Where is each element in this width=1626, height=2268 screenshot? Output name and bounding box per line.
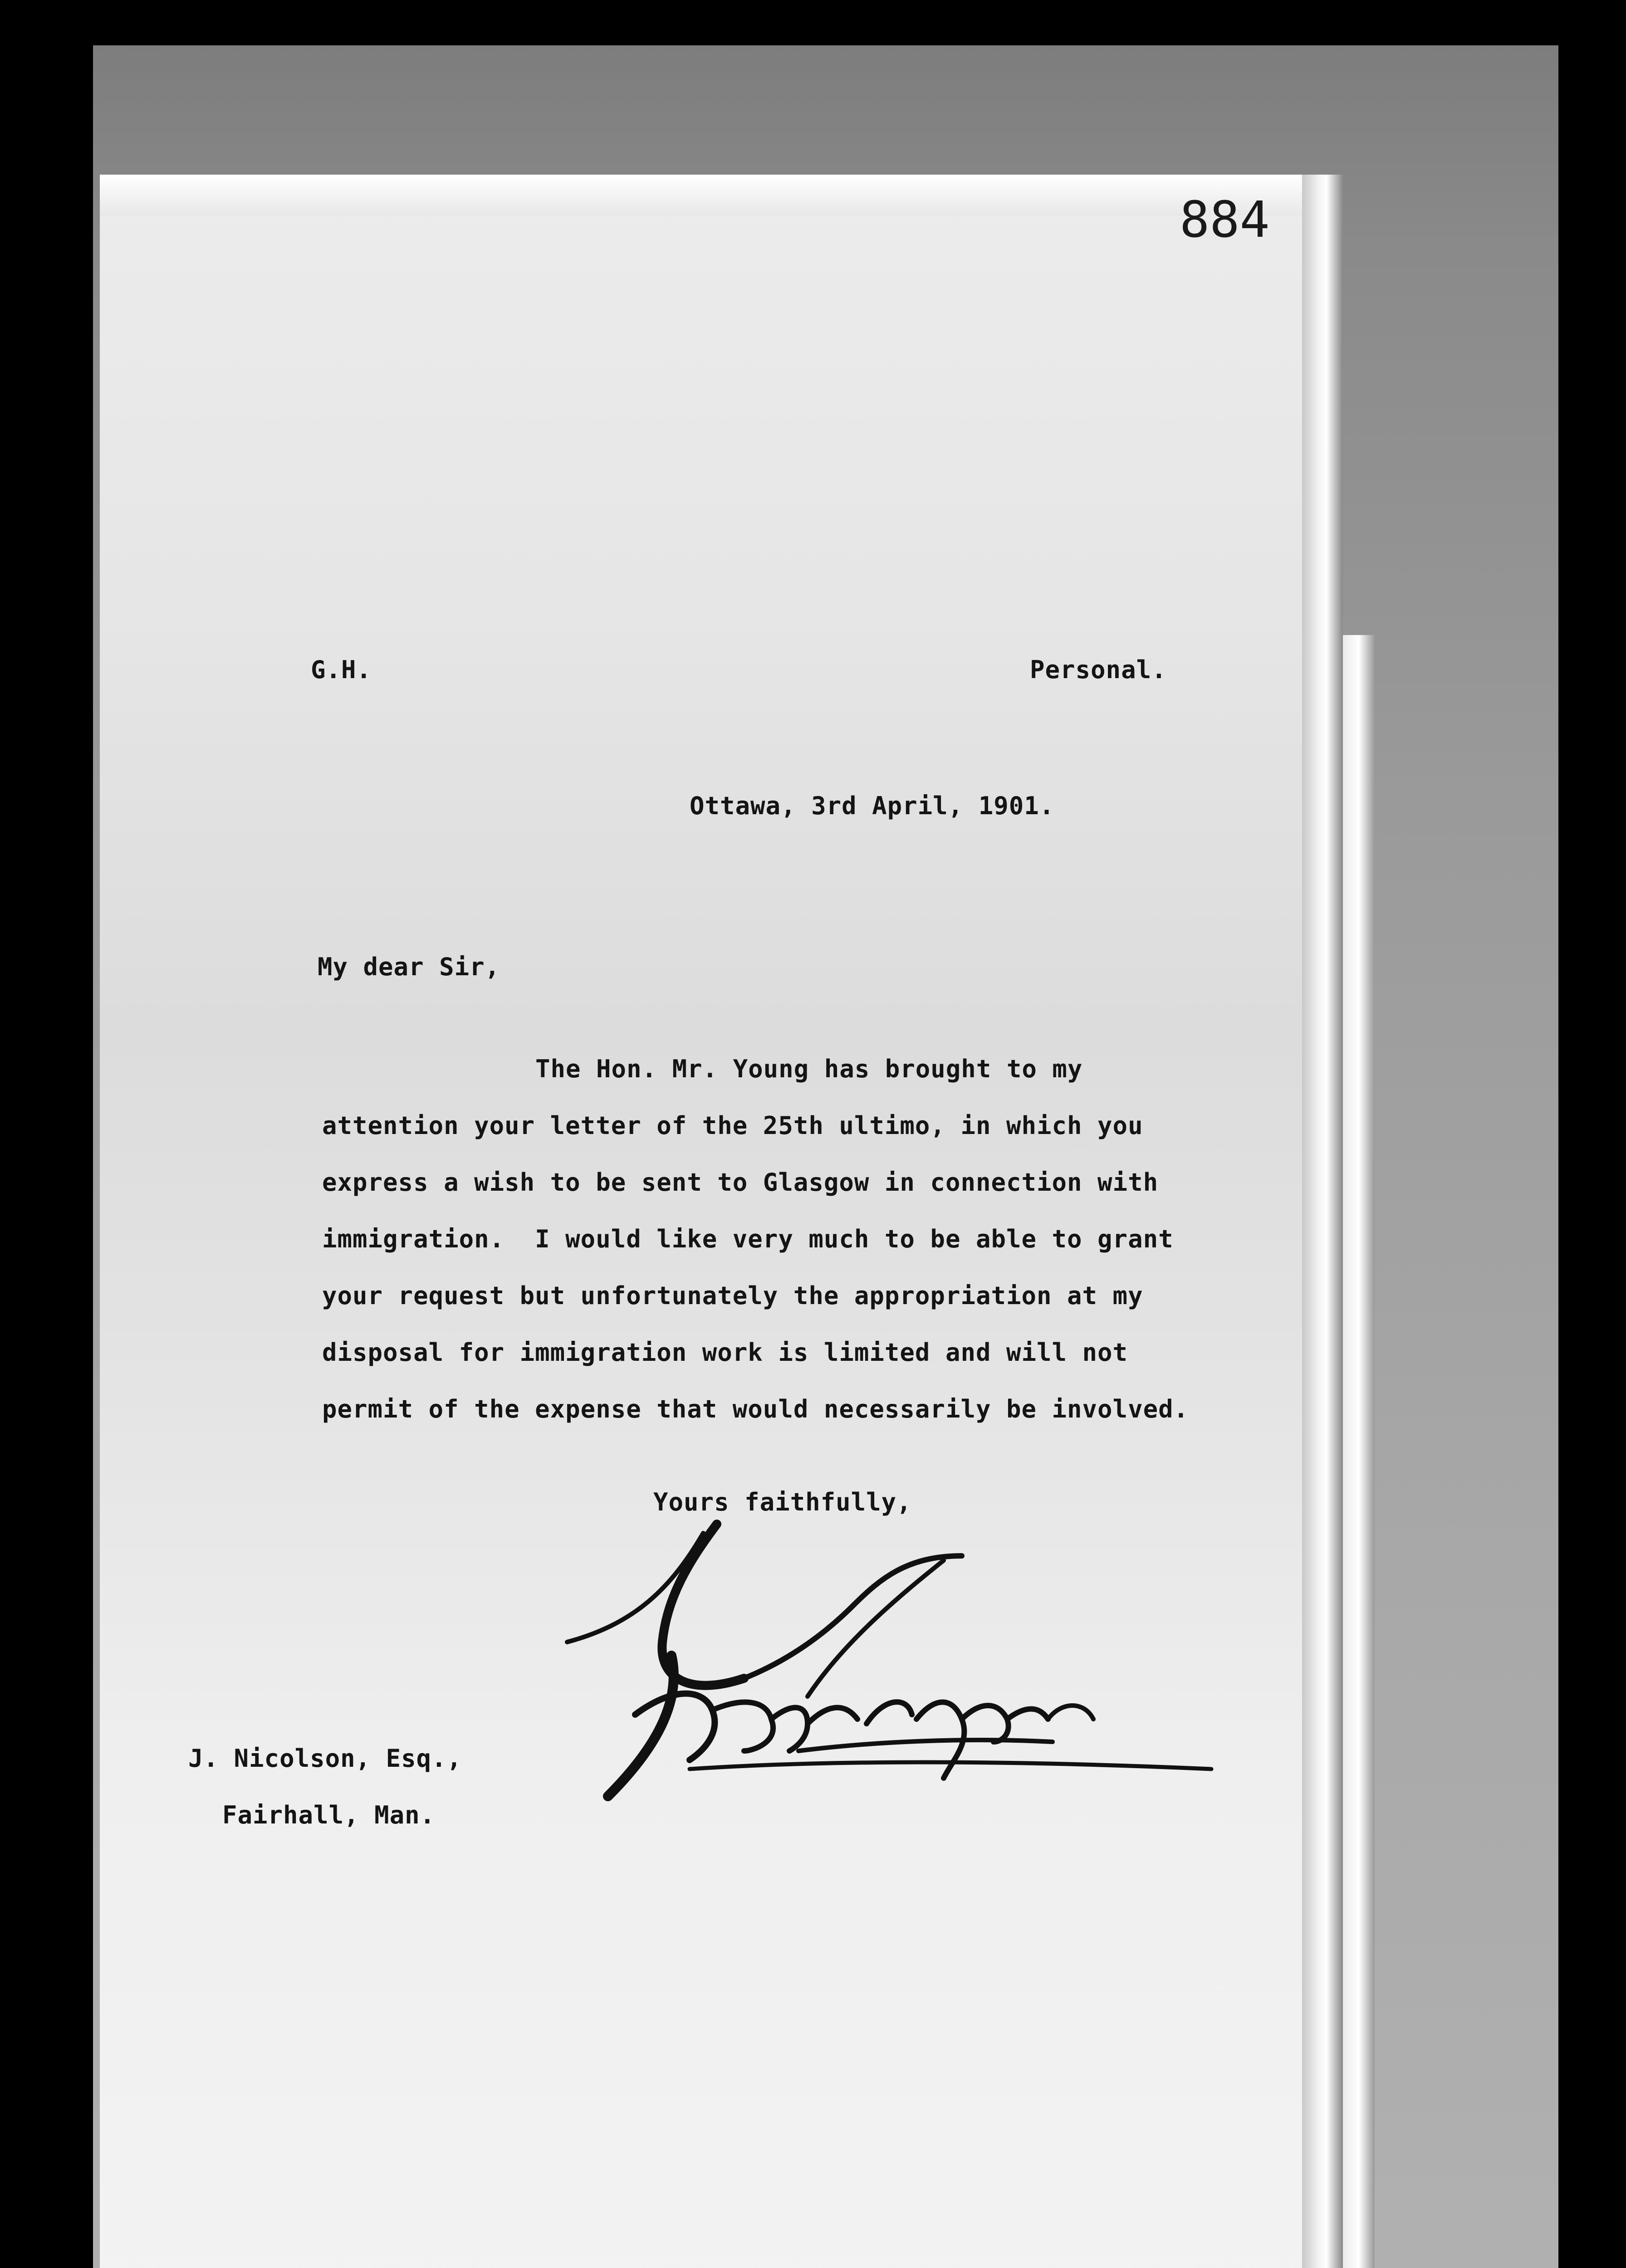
body-line-7: permit of the expense that would necessarily be involved. <box>322 1395 1189 1423</box>
recipient-address: Fairhall, Man. <box>222 1801 436 1829</box>
body-line-5: your request but unfortunately the appropriation at my <box>322 1281 1143 1310</box>
recipient-name: J. Nicolson, Esq., <box>188 1744 462 1773</box>
paper-top-fold <box>100 175 1316 215</box>
dateline: Ottawa, 3rd April, 1901. <box>690 792 1055 820</box>
body-line-3: express a wish to be sent to Glasgow in connection with <box>322 1168 1159 1197</box>
page-number: 884 <box>1180 191 1270 249</box>
body-line-2: attention your letter of the 25th ultimo, in which you <box>322 1111 1143 1140</box>
body-line-1: The Hon. Mr. Young has brought to my <box>535 1055 1083 1083</box>
handwritten-signature <box>553 1506 1225 1842</box>
body-line-6: disposal for immigration work is limited and will not <box>322 1338 1128 1367</box>
paper-underlying-edge <box>1343 635 1375 2268</box>
paper-right-edge <box>1302 175 1343 2268</box>
personal-marking: Personal. <box>1030 655 1167 684</box>
letter-paper <box>100 175 1316 2268</box>
salutation: My dear Sir, <box>318 953 500 981</box>
file-initials: G.H. <box>311 655 372 684</box>
body-line-4: immigration. I would like very much to be able to grant <box>322 1225 1174 1253</box>
closing: Yours faithfully, <box>653 1488 912 1516</box>
